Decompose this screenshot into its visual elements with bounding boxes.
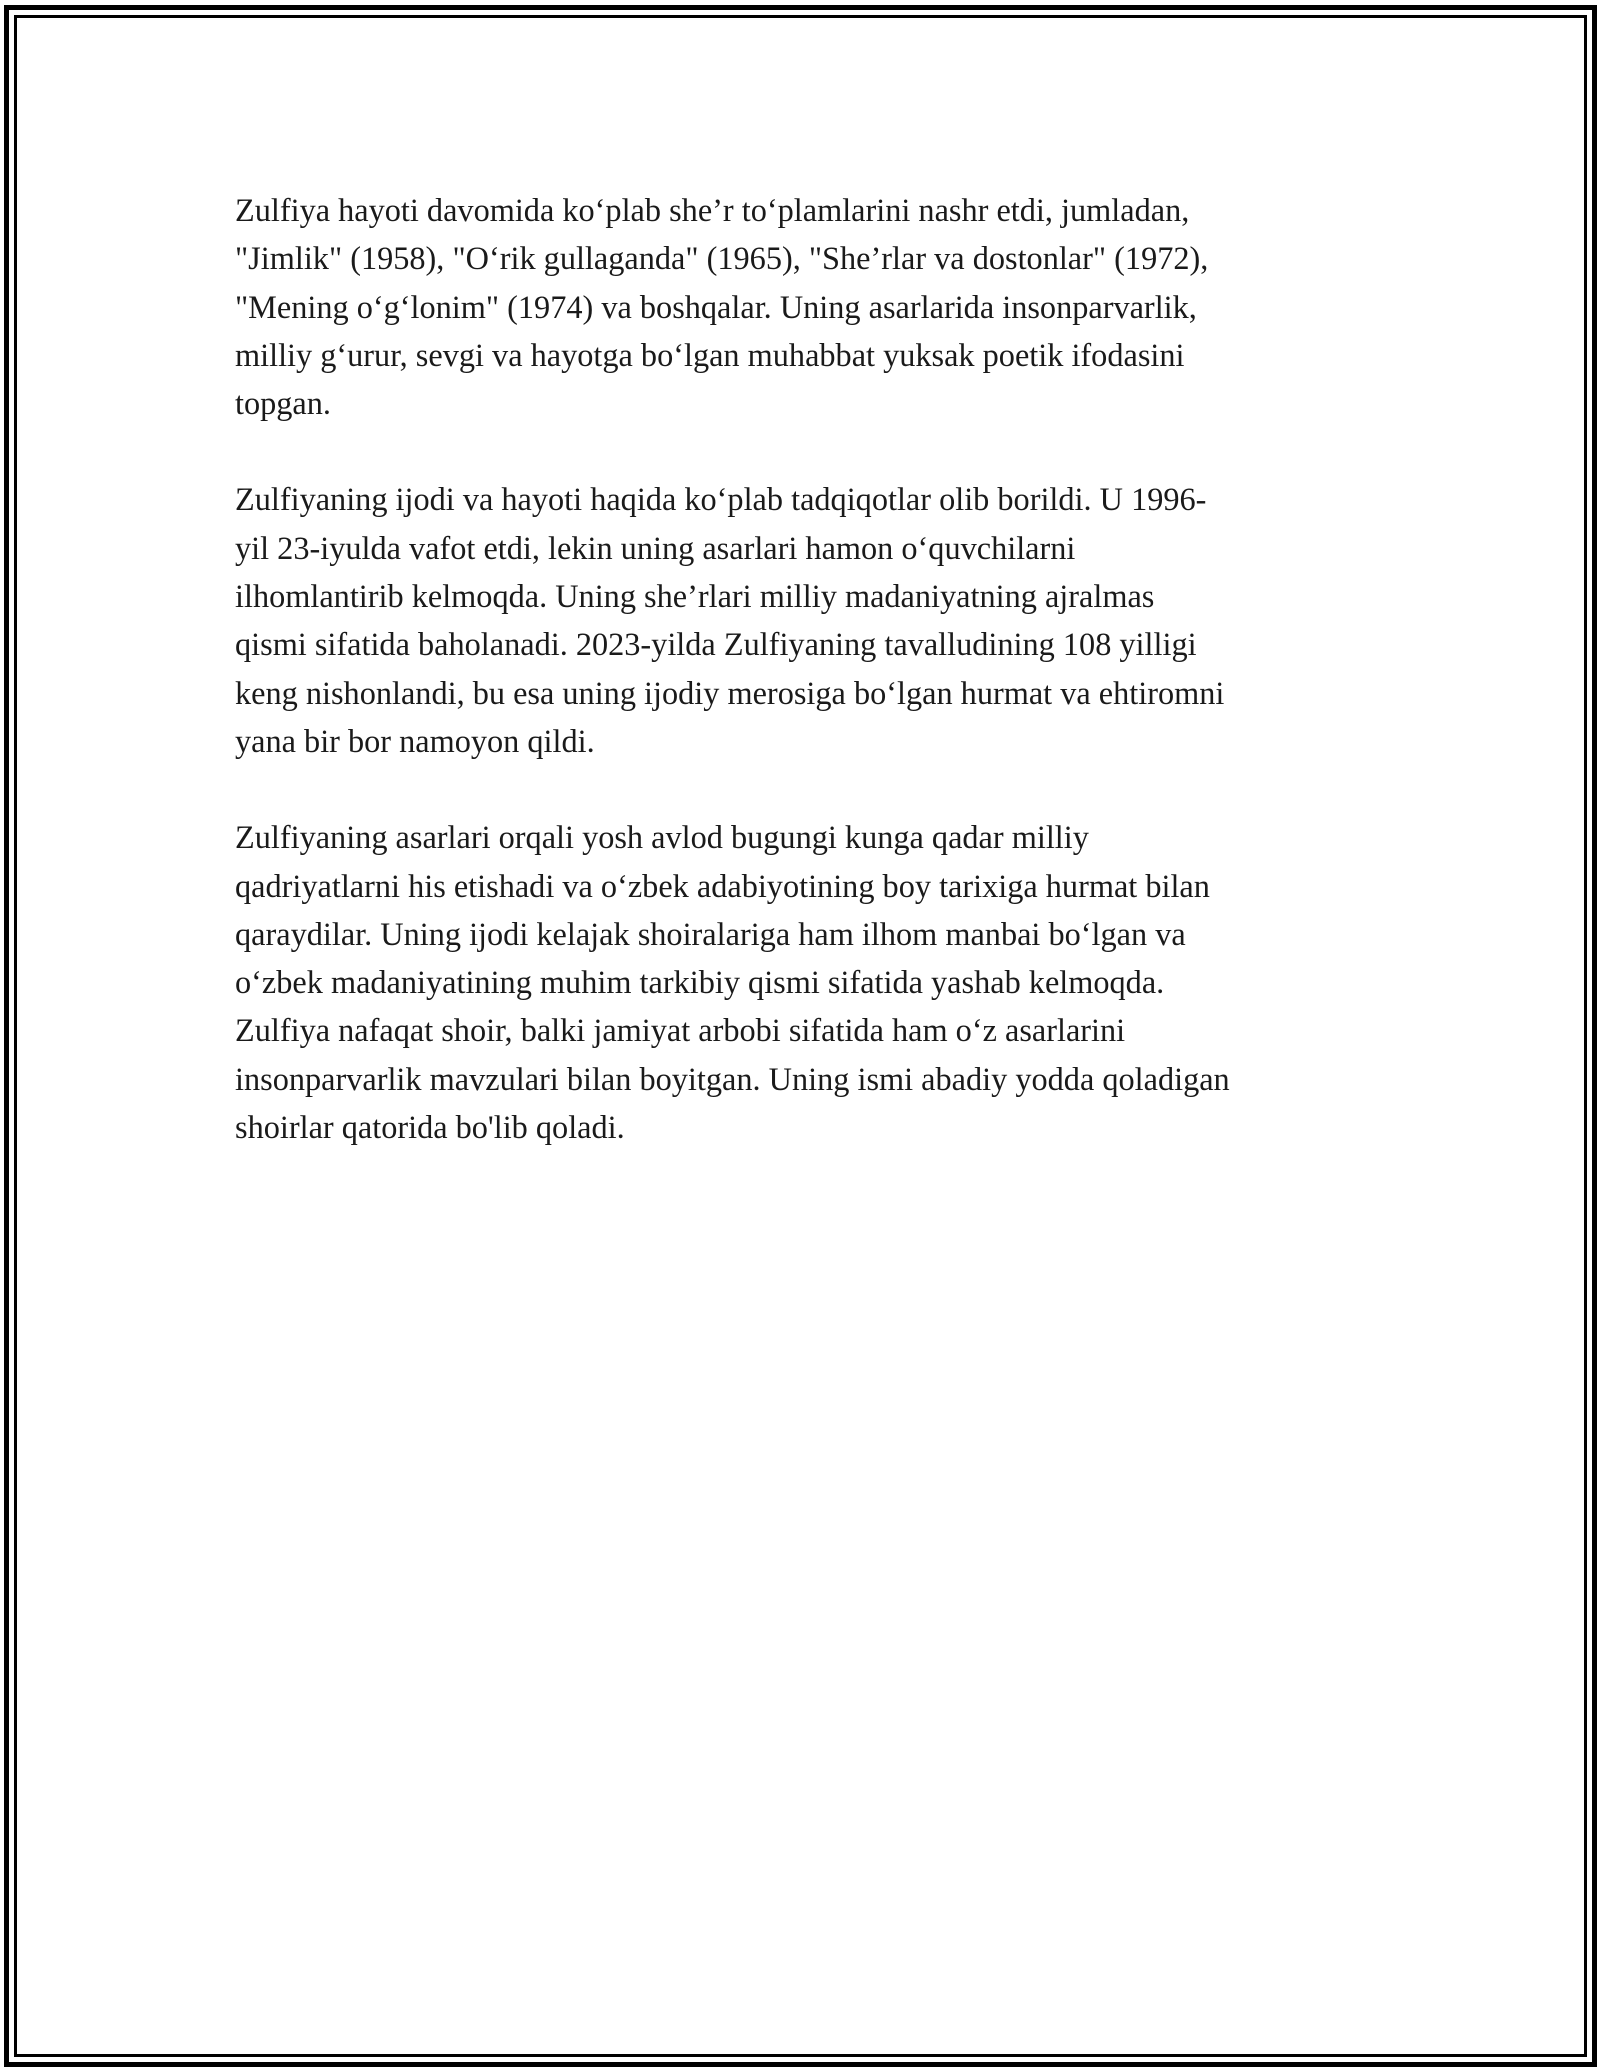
text-line: o‘zbek madaniyatining muhim tarkibiy qismi sifatida yashab kelmoqda. xyxy=(235,964,1165,1001)
paragraph-2 xyxy=(235,475,1375,765)
text-line: ilhomlantirib kelmoqda. Uning she’rlari milliy madaniyatning ajralmas xyxy=(235,578,1155,615)
text-line: Zulfiyaning ijodi va hayoti haqida ko‘plab tadqiqotlar olib borildi. U 1996- xyxy=(235,481,1207,518)
document-body xyxy=(235,186,1375,1199)
text-line: insonparvarlik mavzulari bilan boyitgan. Uning ismi abadiy yodda qoladigan xyxy=(235,1060,1230,1097)
text-line: "Jimlik" (1958), "O‘rik gullaganda" (1965), "She’rlar va dostonlar" (1972), xyxy=(235,240,1209,277)
text-line: yana bir bor namoyon qildi. xyxy=(235,722,595,759)
text-line: yil 23-iyulda vafot etdi, lekin uning asarlari hamon o‘quvchilarni xyxy=(235,529,1076,566)
text-line: "Mening o‘g‘lonim" (1974) va boshqalar. Uning asarlarida insonparvarlik, xyxy=(235,288,1197,325)
text-line: qismi sifatida baholanadi. 2023-yilda Zulfiyaning tavalludining 108 yilligi xyxy=(235,626,1197,663)
text-line: Zulfiya nafaqat shoir, balki jamiyat arbobi sifatida ham o‘z asarlarini xyxy=(235,1012,1126,1049)
text-line: topgan. xyxy=(235,385,331,422)
text-line: qaraydilar. Uning ijodi kelajak shoiralariga ham ilhom manbai bo‘lgan va xyxy=(235,915,1186,952)
text-line: Zulfiyaning asarlari orqali yosh avlod bugungi kunga qadar milliy xyxy=(235,819,1089,856)
paragraph-1 xyxy=(235,186,1375,427)
text-line: shoirlar qatorida bo'lib qoladi. xyxy=(235,1109,625,1146)
text-line: milliy g‘urur, sevgi va hayotga bo‘lgan muhabbat yuksak poetik ifodasini xyxy=(235,336,1185,373)
paragraph-3 xyxy=(235,813,1375,1151)
text-line: qadriyatlarni his etishadi va o‘zbek adabiyotining boy tarixiga hurmat bilan xyxy=(235,867,1210,904)
text-line: Zulfiya hayoti davomida ko‘plab she’r to‘plamlarini nashr etdi, jumladan, xyxy=(235,192,1190,228)
text-line: keng nishonlandi, bu esa uning ijodiy merosiga bo‘lgan hurmat va ehtiromni xyxy=(235,674,1225,711)
